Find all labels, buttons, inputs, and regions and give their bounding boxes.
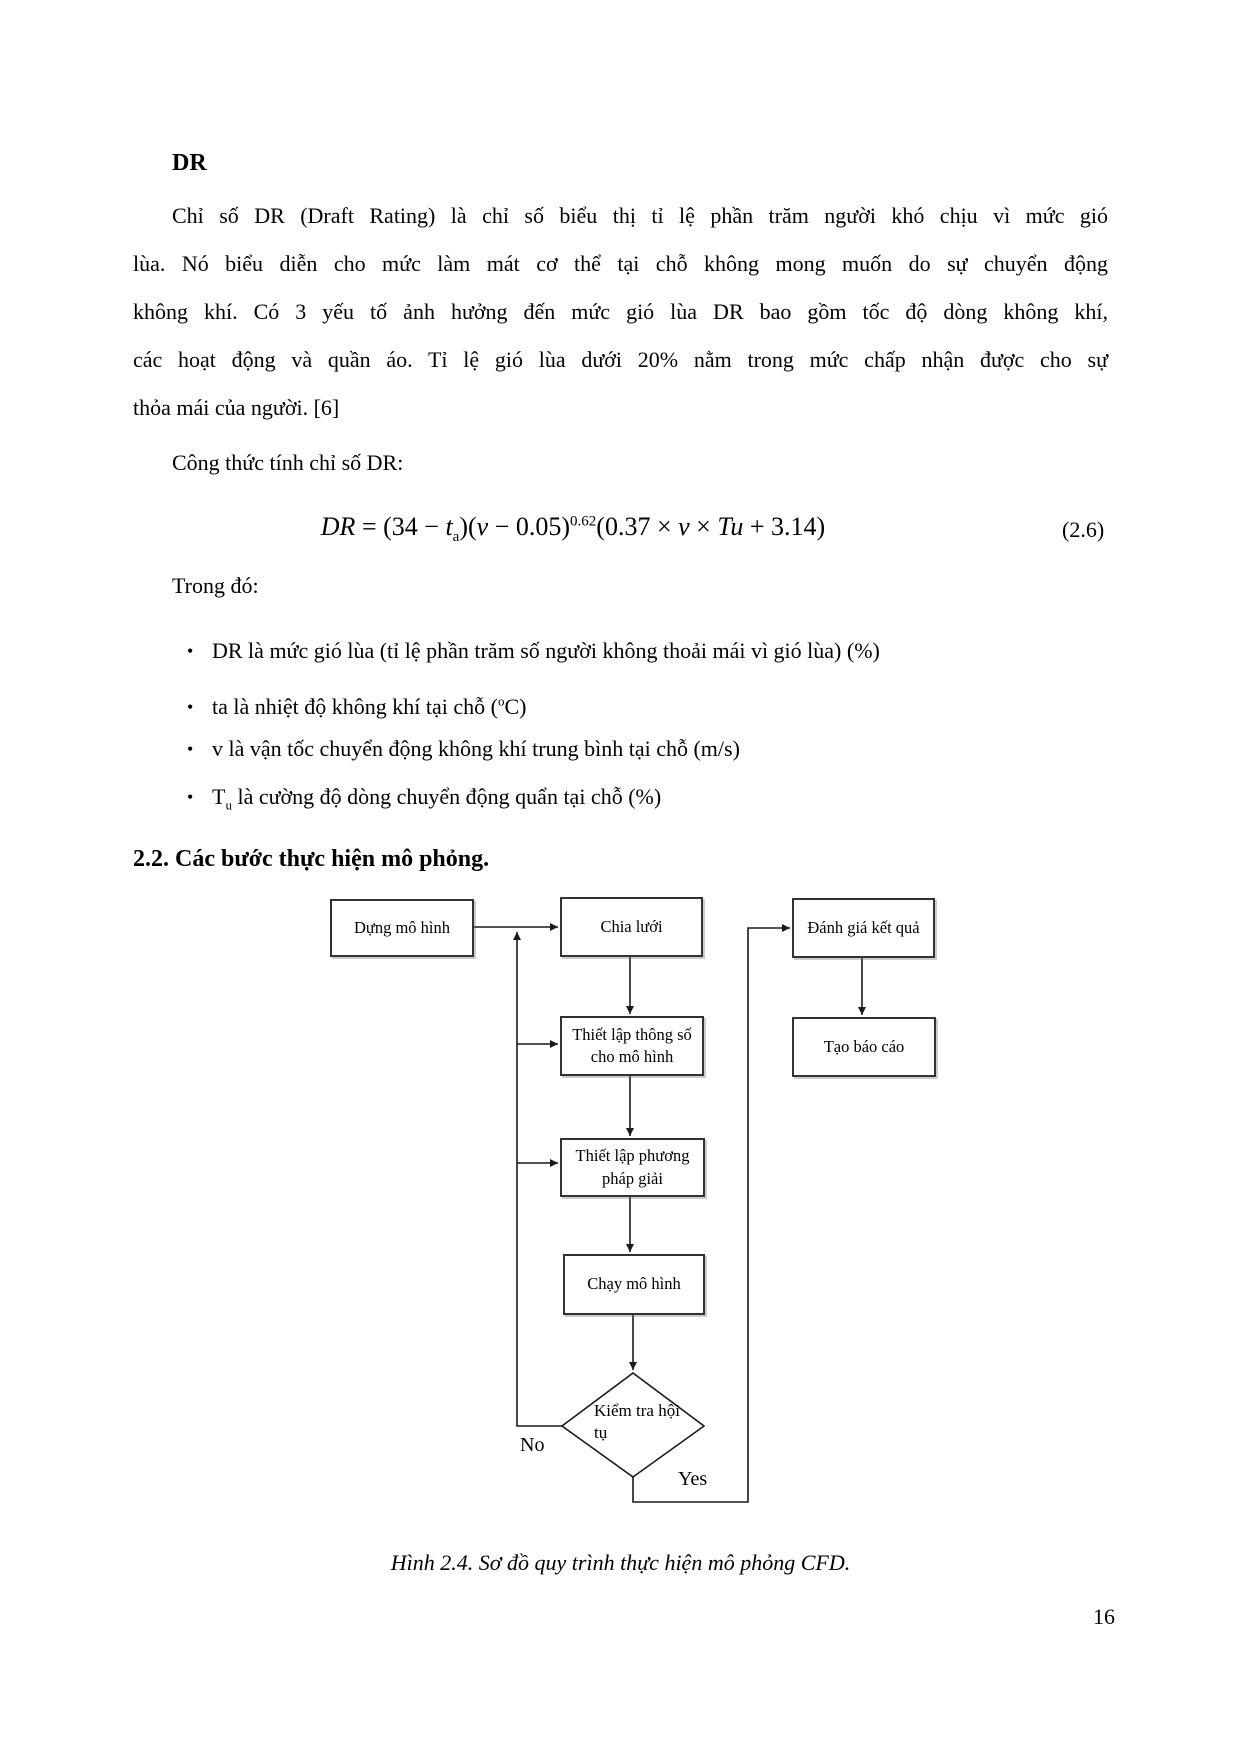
bullet-text: ta là nhiệt độ không khí tại chỗ ($^o$C)	[212, 694, 527, 720]
bullet-text: v là vận tốc chuyển động không khí trung bình tại chỗ (m/s)	[212, 736, 740, 761]
flowchart-node-evaluate-results: Đánh giá kết quả	[792, 898, 935, 958]
arrow-no-feedback	[517, 932, 562, 1426]
figure-caption: Hình 2.4. Sơ đồ quy trình thực hiện mô phỏng CFD.	[390, 1550, 851, 1575]
dr-heading: DR	[172, 150, 207, 176]
paragraph-line: thỏa mái của người. [6]	[133, 395, 340, 420]
flowchart-node-setup-method: Thiết lập phương pháp giải	[560, 1138, 705, 1197]
page-number: 16	[1093, 1604, 1115, 1629]
bullet-icon: •	[187, 697, 194, 718]
bullet-text: $T_u$ là cường độ dòng chuyển động quẩn tại chỗ (%)	[212, 784, 662, 813]
branch-label-no: No	[520, 1434, 545, 1456]
where-label: Trong đó:	[172, 573, 259, 598]
branch-label-yes: Yes	[678, 1468, 708, 1490]
list-item	[187, 687, 527, 720]
list-item	[187, 734, 740, 764]
paragraph-line: lùa. Nó biểu diễn cho mức làm mát cơ thể tại chỗ không mong muốn do sự chuyển động	[133, 251, 1108, 276]
flowchart-node-run-model: Chạy mô hình	[563, 1254, 705, 1315]
list-item	[187, 636, 880, 666]
flowchart-node-mesh: Chia lưới	[560, 897, 703, 957]
subsection-heading: 2.2. Các bước thực hiện mô phỏng.	[133, 846, 490, 872]
paragraph-line: các hoạt động và quần áo. Tỉ lệ gió lùa dưới 20% nằm trong mức chấp nhận được cho sự	[133, 347, 1108, 372]
list-item	[187, 782, 661, 812]
dr-formula: DR = $(34 - t_a)(v - 0.05)^{0.62}(0.37 \times v \times Tu + 3.14)$	[320, 512, 826, 546]
flowchart-node-create-report: Tạo báo cáo	[792, 1017, 936, 1077]
bullet-icon: •	[187, 641, 194, 661]
paragraph-line: Chỉ số DR (Draft Rating) là chỉ số biểu thị tỉ lệ phần trăm người khó chịu vì mức gió	[172, 203, 1108, 228]
bullet-icon: •	[187, 787, 194, 807]
paragraph-line: không khí. Có 3 yếu tố ảnh hưởng đến mức gió lùa DR bao gồm tốc độ dòng không khí,	[133, 299, 1108, 324]
equation-number: (2.6)	[1062, 517, 1105, 542]
bullet-text: DR là mức gió lùa (tỉ lệ phần trăm số người không thoải mái vì gió lùa) (%)	[212, 638, 880, 663]
flowchart-node-setup-parameters: Thiết lập thông số cho mô hình	[560, 1016, 704, 1076]
flowchart-node-build-model: Dựng mô hình	[330, 899, 474, 957]
intro-paragraph	[133, 192, 1108, 432]
formula-intro: Công thức tính chỉ số DR:	[172, 450, 404, 475]
flowchart-node-check-convergence: Kiểm tra hội tụ	[594, 1401, 680, 1442]
bullet-icon: •	[187, 739, 194, 759]
